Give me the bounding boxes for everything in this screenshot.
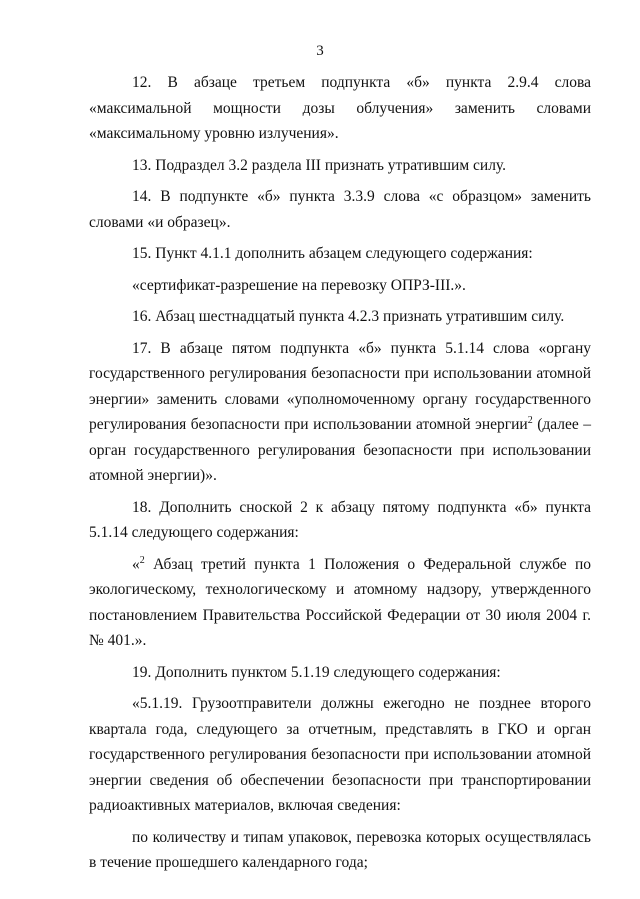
paragraph-18: 18. Дополнить сноской 2 к абзацу пятому подпункта «б» пункта 5.1.14 следующего содержания: [89,498,591,541]
paragraph-17-text-end: (далее – орган государственного регулирования безопасности при использовании атомной энергии)». [89,416,592,484]
paragraph-17-text: 17. В абзаце пятом подпункта «б» пункта 5.1.14 слова «органу государственного регулирования безопасности при использовании атомной энергии» заменить словами «уполномоченному органу государственного регулирования безопасности при использовании атомной энергии [89,339,591,433]
quote-open: « [132,555,140,573]
footnote-text: Абзац третий пункта 1 Положения о Федеральной службе по экологическому, технологическому и атомному надзору, утвержденного постановлением Правительства Российской Федерации от 30 июля 2004 г. № 401.». [89,555,591,649]
paragraph-16: 16. Абзац шестнадцатый пункта 4.2.3 признать утратившим силу. [132,308,565,325]
page-number: 3 [316,43,324,59]
document-body [89,70,591,876]
paragraph-13: 13. Подраздел 3.2 раздела III признать утратившим силу. [132,156,506,174]
paragraph-19-item: по количеству и типам упаковок, перевозка которых осуществлялась в течение прошедшего календарного года; [89,828,591,871]
paragraph-19-quote: «5.1.19. Грузоотправители должны ежегодно не позднее второго квартала года, следующего за отчетным, представлять в ГКО и орган государственного регулирования безопасности при использовании атомной энергии сведения об обеспечении безопасности при транспортировании радиоактивных материалов, включая сведения: [89,695,591,814]
paragraph-12: 12. В абзаце третьем подпункта «б» пункта 2.9.4 слова «максимальной мощности дозы облучения» заменить словами «максимальному уровню излучения». [89,74,591,142]
paragraph-19: 19. Дополнить пунктом 5.1.19 следующего содержания: [132,663,501,681]
paragraph-17 [89,336,591,489]
paragraph-15: 15. Пункт 4.1.1 дополнить абзацем следующего содержания: [132,245,533,262]
footnote-mark-2: 2 [139,554,145,566]
paragraph-15-quote: «сертификат-разрешение на перевозку ОПРЗ-III.». [132,276,466,294]
paragraph-18-quote [89,552,591,654]
footnote-ref-2: 2 [527,414,533,426]
paragraph-14: 14. В подпункте «б» пункта 3.3.9 слова «с образцом» заменить словами «и образец». [89,188,591,231]
